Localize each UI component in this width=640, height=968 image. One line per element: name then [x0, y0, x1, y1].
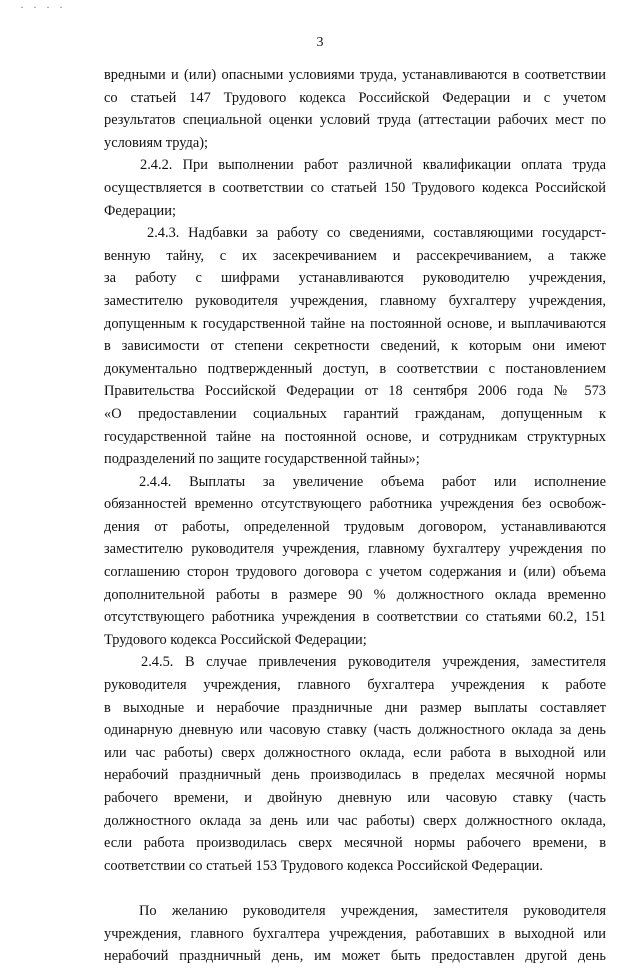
text-line: учреждения, главного бухгалтера учреждения, работавших в выходной или — [104, 925, 606, 942]
text-line: Правительства Российской Федерации от 18 сентября 2006 года № 573 — [104, 383, 606, 400]
text-line: документально подтвержденный доступ, в соответствии с постановлением — [104, 360, 606, 377]
document-body — [0, 64, 640, 968]
text-line: Трудового кодекса Российской Федерации; — [104, 631, 367, 648]
text-line: осуществляется в соответствии со статьей 150 Трудового кодекса Российской — [104, 179, 606, 196]
text-line: дения от работы, определенной трудовым договором, устанавливаются — [104, 518, 606, 535]
text-line: нерабочий праздничный день, им может быть предоставлен другой день — [104, 948, 606, 965]
page-number: 3 — [316, 35, 324, 50]
text-line: венную тайну, с их засекречиванием и рассекречиванием, а также — [104, 247, 606, 264]
text-line: соответствии со статьей 153 Трудового кодекса Российской Федерации. — [104, 857, 543, 874]
text-line: Федерации; — [104, 202, 176, 219]
text-line: заместителю руководителя учреждения, главному бухгалтеру учреждения, — [104, 292, 606, 309]
text-line: допущенным к государственной тайне на постоянной основе, и выплачиваются — [104, 315, 606, 332]
text-line: в зависимости от степени секретности сведений, к которым они имеют — [104, 338, 606, 355]
text-line: результатов специальной оценки условий труда (аттестации рабочих мест по — [104, 112, 606, 129]
text-line: «О предоставлении социальных гарантий гражданам, допущенным к — [104, 405, 606, 422]
text-line: одинарную дневную или часовую ставку (часть должностного оклада за день — [104, 722, 606, 739]
text-line: условиям труда); — [104, 134, 209, 151]
text-line: если работа производилась сверх месячной нормы рабочего времени, в — [104, 835, 606, 852]
text-line: дополнительной работы в размере 90 % должностного оклада временно — [104, 586, 606, 603]
text-line: вредными и (или) опасными условиями труда, устанавливаются в соответствии — [104, 67, 606, 83]
text-line: за работу с шифрами устанавливаются руководителю учреждения, — [104, 270, 606, 287]
text-line: нерабочий праздничный день производилась в пределах месячной нормы — [104, 767, 606, 784]
paragraph-start-line: 2.4.5. В случае привлечения руководителя учреждения, заместителя — [141, 654, 606, 671]
corner-scan-mark: · · · · — [20, 0, 66, 14]
text-line: подразделений по защите государственной тайны»; — [104, 451, 420, 468]
text-line: рабочего времени, и двойную дневную или часовую ставку (часть — [104, 790, 606, 806]
text-line: соглашению сторон трудового договора с учетом содержания и (или) объема — [104, 564, 606, 581]
blank-line — [0, 877, 640, 900]
paragraph-start-line: 2.4.3. Надбавки за работу со сведениями, составляющими государст- — [147, 225, 606, 242]
text-line: обязанностей временно отсутствующего работника учреждения без освобож- — [104, 496, 606, 513]
text-line: в выходные и нерабочие праздничные дни размер выплаты составляет — [104, 699, 606, 716]
text-line: со статьей 147 Трудового кодекса Российской Федерации и с учетом — [104, 89, 606, 106]
text-line: заместителю руководителя учреждения, главному бухгалтеру учреждения по — [104, 541, 606, 558]
text-line: должностного оклада за день или час работы) сверх должностного оклада, — [104, 812, 606, 829]
text-line: отсутствующего работника учреждения в соответствии со статьями 60.2, 151 — [104, 609, 606, 626]
paragraph-start-line: По желанию руководителя учреждения, заместителя руководителя — [139, 902, 606, 919]
paragraph-start-line: 2.4.4. Выплаты за увеличение объема работ или исполнение — [139, 473, 606, 490]
text-line: или час работы) сверх должностного оклада, если работа в выходной или — [104, 744, 606, 761]
text-line: государственной тайне на постоянной основе, и сотрудникам структурных — [104, 428, 606, 445]
paragraph-start-line: 2.4.2. При выполнении работ различной квалификации оплата труда — [140, 157, 606, 174]
text-line: руководителя учреждения, главного бухгалтера учреждения к работе — [104, 677, 606, 694]
